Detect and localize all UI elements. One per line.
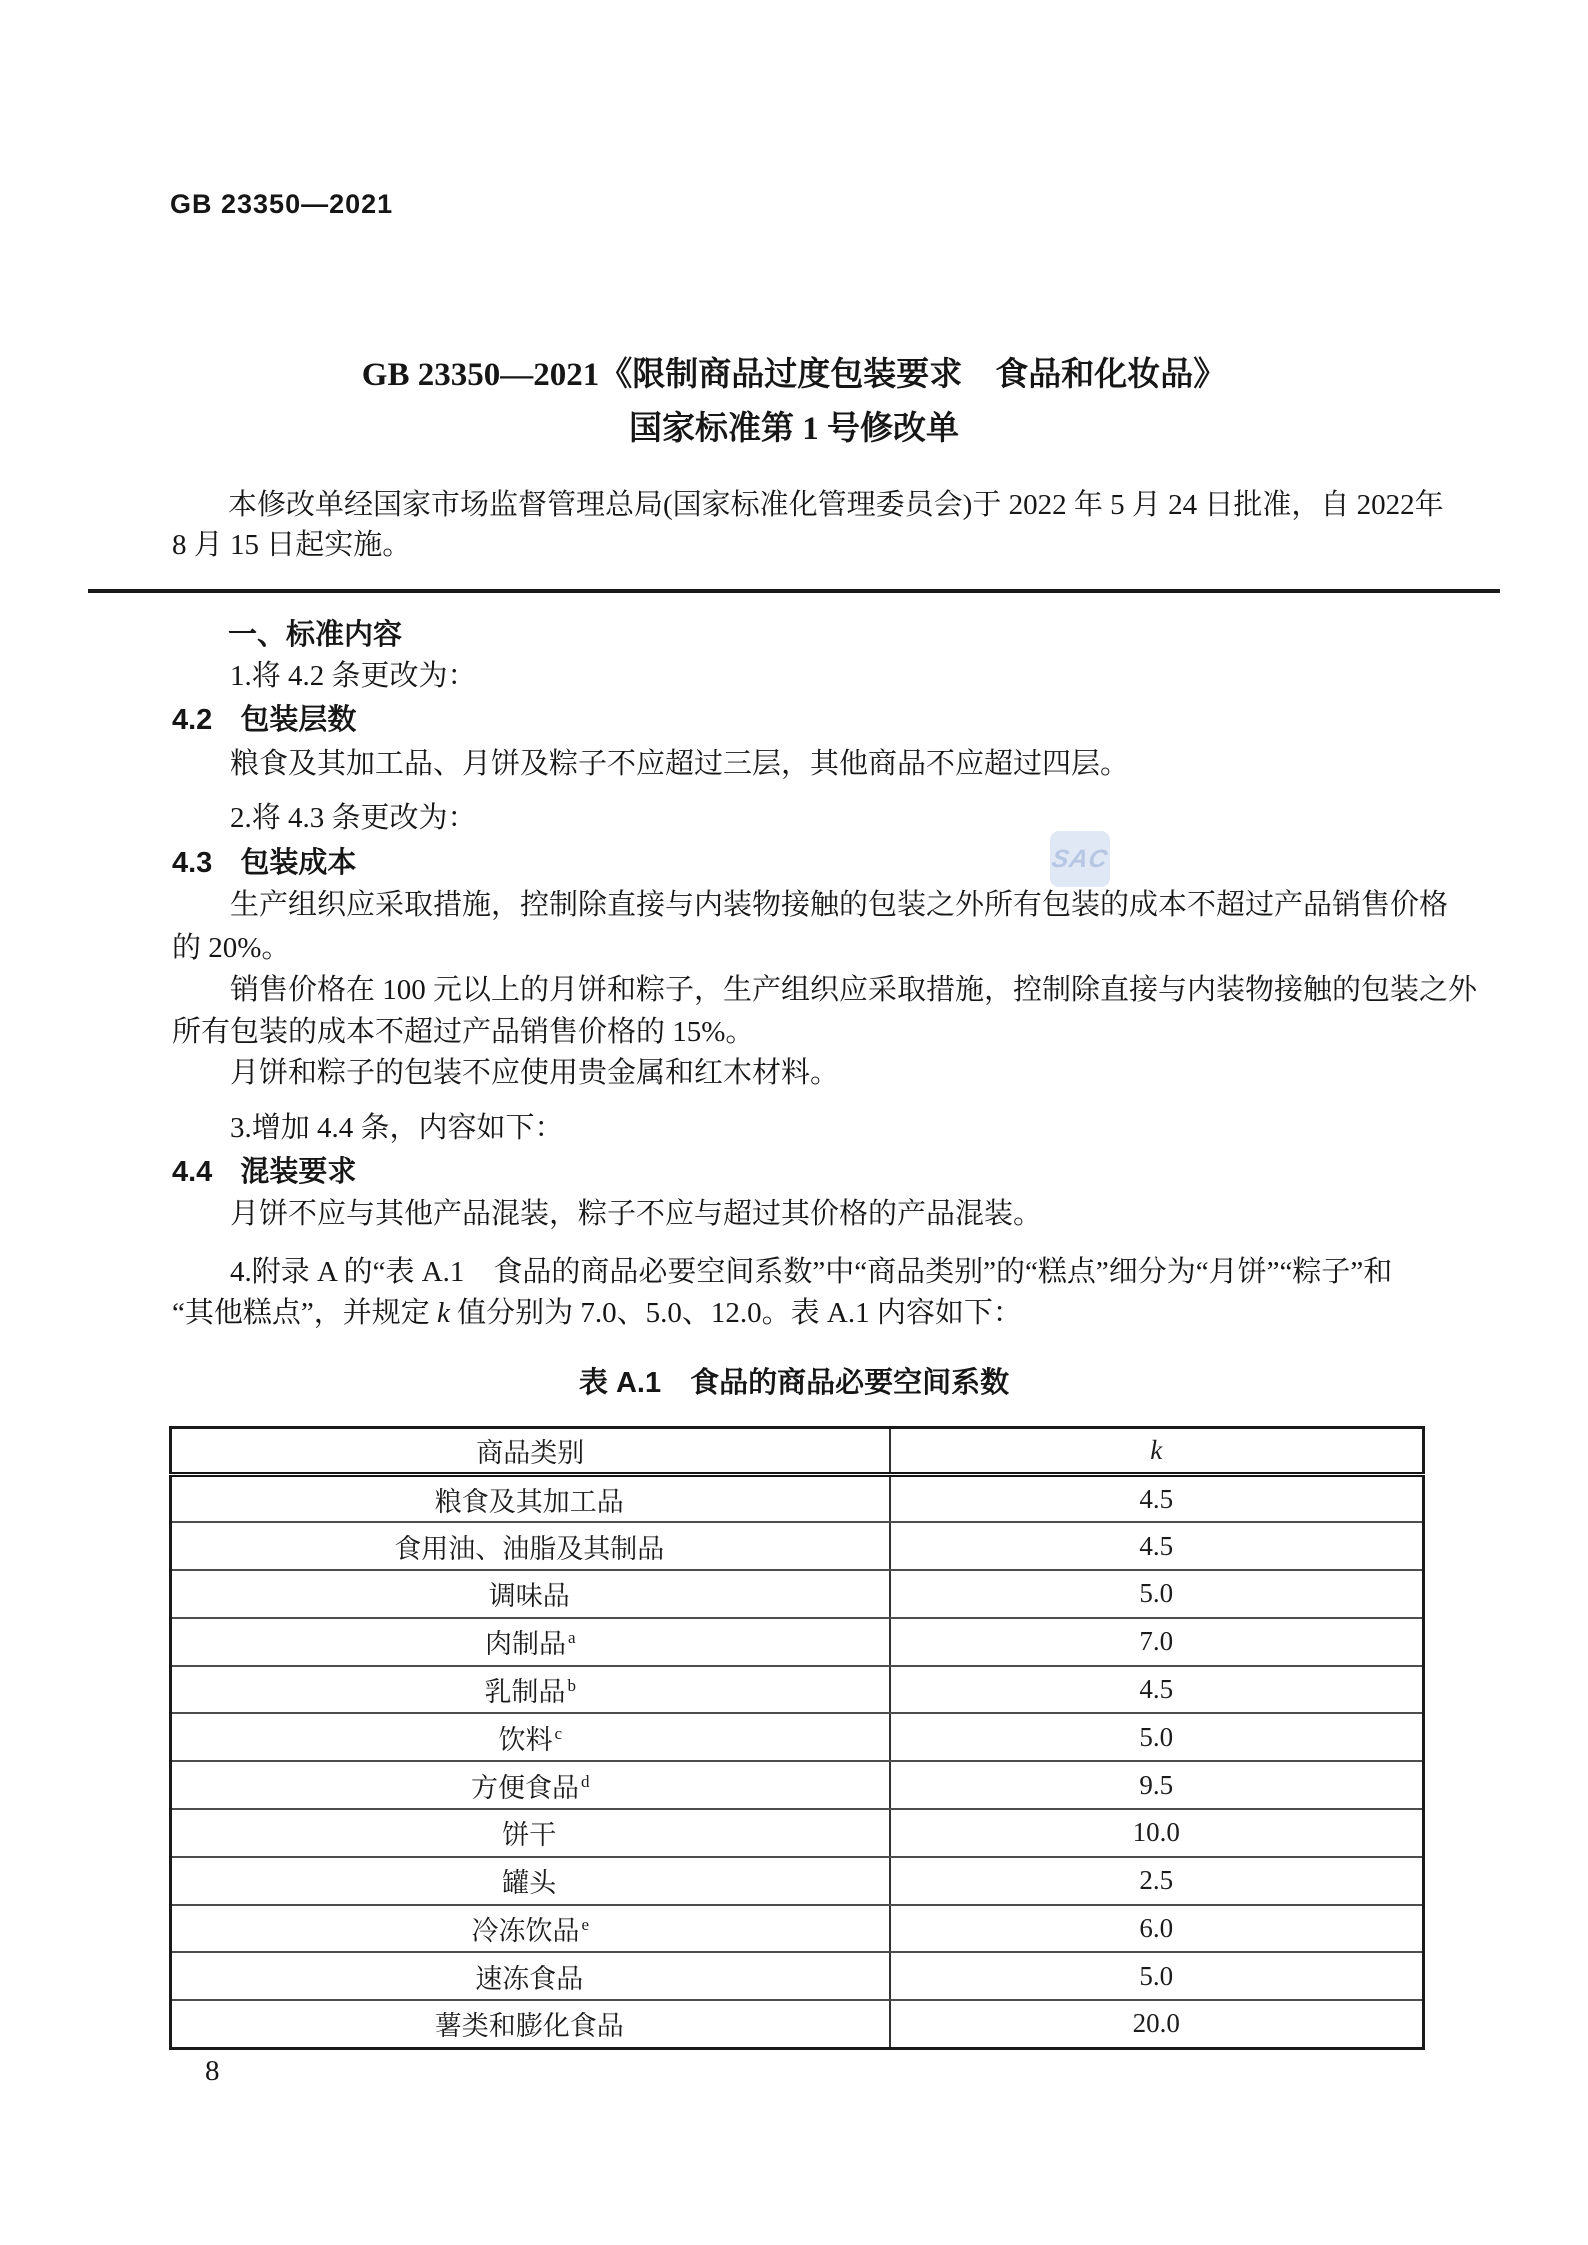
table-row: [171, 1570, 1424, 1618]
clause-4-3-para2-line1: 销售价格在 100 元以上的月饼和粽子，生产组织应采取措施，控制除直接与内装物接触的包装之外: [230, 974, 1478, 1006]
table-row: [171, 1905, 1424, 1953]
clause-4-3-heading: [172, 842, 356, 884]
category-cell: 薯类和膨化食品: [434, 2011, 624, 2042]
category-cell: 乳制品 $^b$: [171, 1666, 890, 1714]
column-header-category: 商品类别: [171, 1428, 890, 1475]
sac-watermark: [1050, 831, 1110, 887]
k-header-symbol: k: [1150, 1435, 1163, 1465]
k-value-cell: 5.0: [890, 1713, 1424, 1761]
clause-4-3-para3: 月饼和粽子的包装不应使用贵金属和红木材料。: [230, 1057, 840, 1089]
k-value-cell: 10.0: [890, 1809, 1424, 1857]
k-value-cell: 6.0: [890, 1905, 1424, 1953]
footnote-mark: a: [567, 1628, 576, 1648]
table-row: [171, 1666, 1424, 1714]
clause-4-4-label: 混装要求: [240, 1156, 357, 1188]
amendment-item-1: 1.将 4.2 条更改为：: [230, 660, 477, 692]
k-value-cell: 2.5: [890, 1857, 1424, 1905]
table-row: [171, 1857, 1424, 1905]
clause-4-2-label: 包装层数: [240, 704, 357, 736]
category-cell: 粮食及其加工品: [171, 1475, 890, 1523]
k-value-cell: 5.0: [890, 1570, 1424, 1618]
table-row: [171, 1952, 1424, 2000]
category-cell: 罐头: [171, 1857, 890, 1905]
k-value-cell: 7.0: [890, 1618, 1424, 1666]
page-number: 8: [205, 2055, 220, 2087]
approval-paragraph-line2: 8 月 15 日起实施。: [172, 529, 412, 561]
document-title-line2: 国家标准第 1 号修改单: [629, 411, 959, 447]
amendment-item-4-line1: 4.附录 A 的“表 A.1 食品的商品必要空间系数”中“商品类别”的“糕点”细分为“月饼”“粽子”和: [230, 1256, 1393, 1288]
footnote-mark: b: [567, 1676, 576, 1696]
footnote-mark: d: [581, 1771, 590, 1791]
horizontal-rule: [88, 589, 1500, 593]
clause-4-2-text: 粮食及其加工品、月饼及粽子不应超过三层，其他商品不应超过四层。: [230, 748, 1130, 780]
item4-line2-post: 值分别为 7.0、5.0、12.0。表 A.1 内容如下：: [449, 1297, 1022, 1329]
approval-paragraph-line1: 本修改单经国家市场监督管理总局(国家标准化管理委员会)于 2022 年 5 月 24 日批准，自 2022年: [228, 489, 1444, 521]
table-row: [171, 1618, 1424, 1666]
document-title-line1: GB 23350—2021《限制商品过度包装要求 食品和化妆品》: [361, 357, 1227, 393]
category-cell: 冷冻饮品 $^e$: [171, 1905, 890, 1953]
section-heading: 一、标准内容: [228, 619, 403, 651]
footnote-mark: c: [554, 1723, 563, 1743]
clause-4-3-para2-line2: 所有包装的成本不超过产品销售价格的 15%。: [172, 1016, 755, 1048]
table-row: [171, 1475, 1424, 1523]
column-header-k: [890, 1428, 1424, 1475]
space-coefficient-table: [169, 1426, 1425, 2050]
table-header-row: [171, 1428, 1424, 1475]
category-cell: 调味品: [171, 1570, 890, 1618]
standard-number-header: GB 23350—2021: [170, 189, 394, 219]
clause-4-4-heading: [172, 1151, 356, 1193]
clause-4-3-number: 4.3: [172, 847, 213, 879]
amendment-item-3: 3.增加 4.4 条，内容如下：: [230, 1112, 564, 1144]
clause-4-4-number: 4.4: [172, 1156, 213, 1188]
clause-4-3-para1-line1: 生产组织应采取措施，控制除直接与内装物接触的包装之外所有包装的成本不超过产品销售价格: [230, 889, 1449, 921]
sac-watermark-text: SAC: [1049, 844, 1111, 873]
k-value-cell: 20.0: [890, 2000, 1424, 2048]
table-row: [171, 2000, 1424, 2048]
k-value-cell: 5.0: [890, 1952, 1424, 2000]
table-row: [171, 1522, 1424, 1570]
table-row: [171, 1761, 1424, 1809]
clause-4-3-para1-line2: 的 20%。: [172, 932, 291, 964]
amendment-item-4-line2: [172, 1292, 1022, 1334]
category-cell: 饮料 $^c$: [171, 1713, 890, 1761]
table-row: [171, 1713, 1424, 1761]
k-value-cell: 4.5: [890, 1475, 1424, 1523]
category-cell: 肉制品 $^a$: [171, 1618, 890, 1666]
category-cell: 速冻食品: [171, 1952, 890, 2000]
category-cell: 方便食品 $^d$: [171, 1761, 890, 1809]
category-cell: 饼干: [171, 1809, 890, 1857]
table-row: [171, 1809, 1424, 1857]
k-variable: k: [437, 1297, 450, 1329]
k-value-cell: 4.5: [890, 1666, 1424, 1714]
clause-4-3-label: 包装成本: [240, 847, 357, 879]
k-value-cell: 9.5: [890, 1761, 1424, 1809]
footnote-mark: e: [581, 1915, 590, 1935]
clause-4-4-text: 月饼不应与其他产品混装，粽子不应与超过其价格的产品混装。: [230, 1198, 1043, 1230]
k-value-cell: 4.5: [890, 1522, 1424, 1570]
category-cell: 食用油、油脂及其制品: [171, 1522, 890, 1570]
clause-4-2-number: 4.2: [172, 704, 213, 736]
amendment-item-2: 2.将 4.3 条更改为：: [230, 802, 477, 834]
table-caption: 表 A.1 食品的商品必要空间系数: [578, 1367, 1010, 1399]
clause-4-2-heading: [172, 699, 356, 741]
item4-line2-pre: “其他糕点”，并规定: [172, 1297, 437, 1329]
